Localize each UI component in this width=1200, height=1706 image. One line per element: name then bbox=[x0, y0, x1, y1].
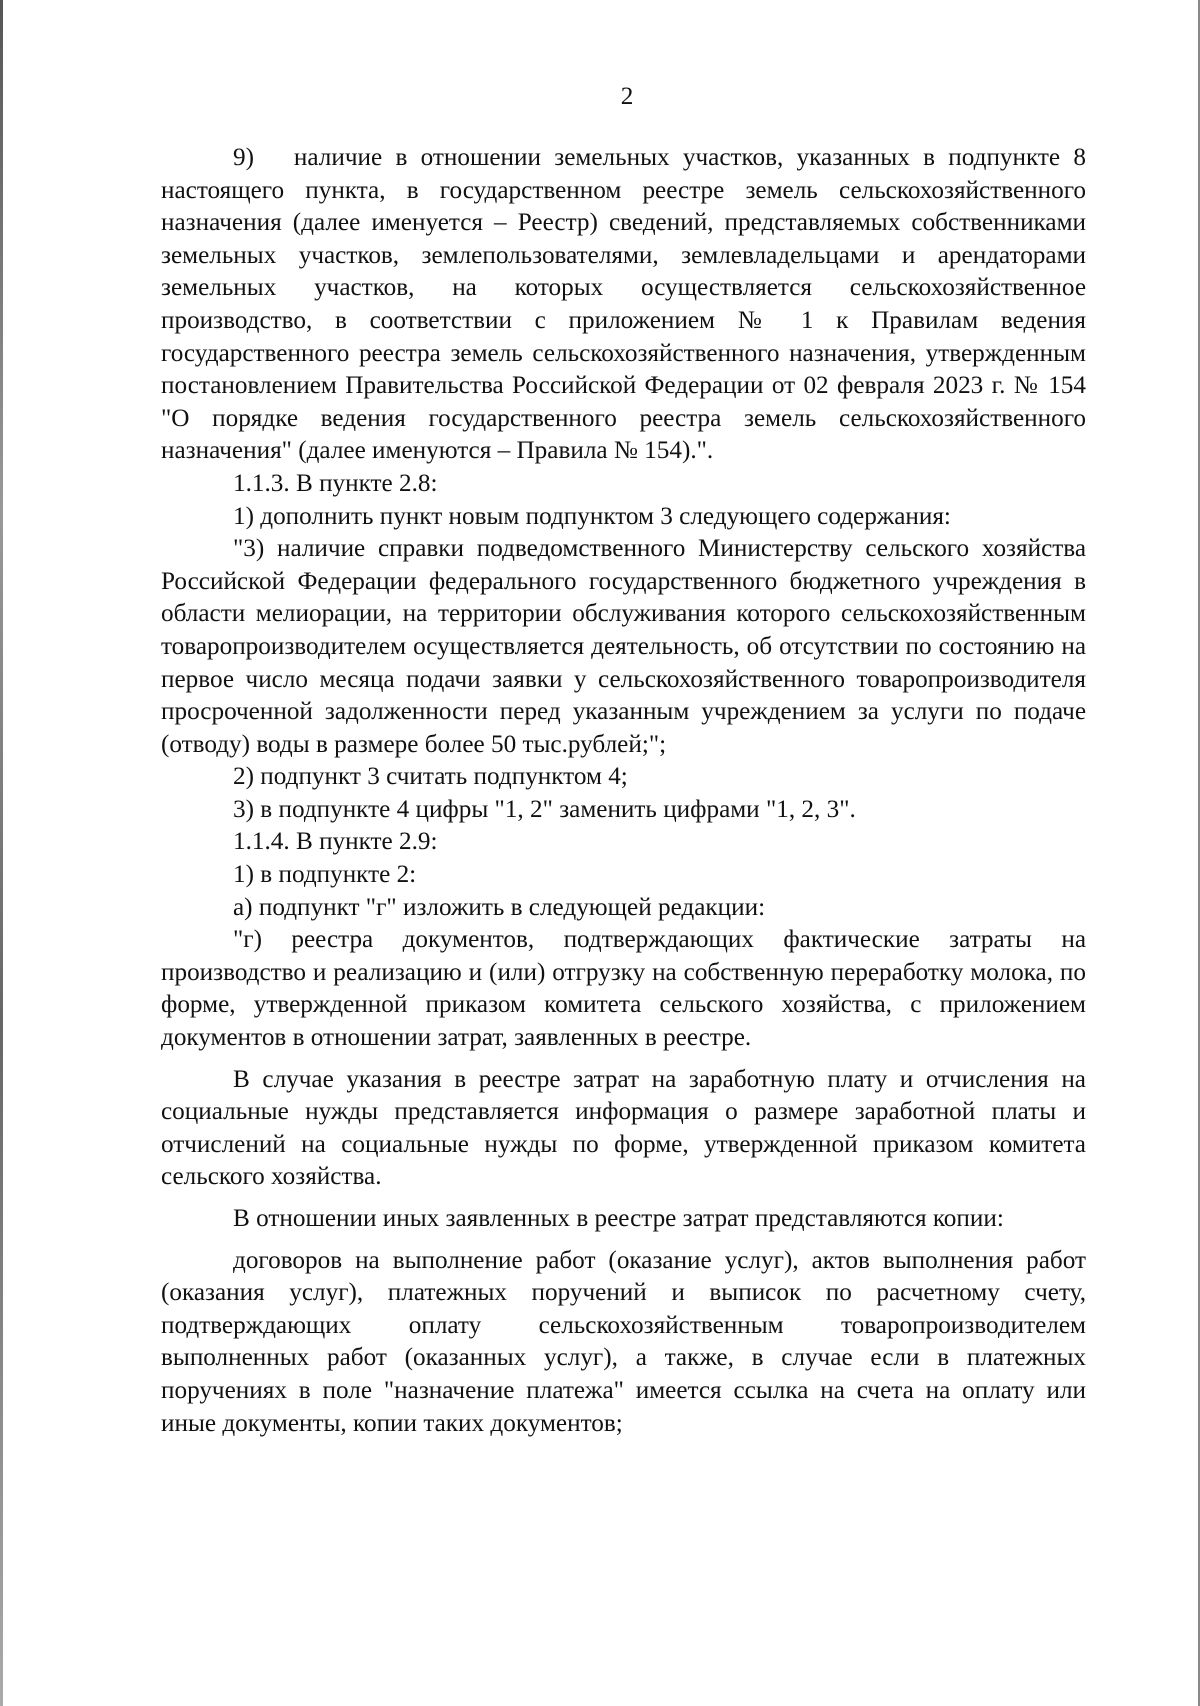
paragraph-registry-documents: "г) реестра документов, подтверждающих фактические затраты на производство и реализацию и (или) отгрузку на собственную переработку молока, по форме, утвержденной приказом комитета сельского хозяйства, с приложением документов в отношении затрат, заявленных в реестре. bbox=[161, 926, 1086, 1052]
paragraph-wage-costs: В случае указания в реестре затрат на заработную плату и отчисления на социальные нужды представляется информация о размере заработной платы и отчислений на социальные нужды по форме, утвержденной приказом комитета сельского хозяйства. bbox=[161, 1065, 1086, 1191]
paragraph-subitem-1-add: 1) дополнить пункт новым подпунктом 3 следующего содержания: bbox=[233, 502, 951, 530]
paragraph-other-costs: В отношении иных заявленных в реестре затрат представляются копии: bbox=[233, 1205, 1004, 1232]
document-body bbox=[161, 142, 1086, 1440]
page-number: 2 bbox=[620, 83, 634, 110]
paragraph-contracts: договоров на выполнение работ (оказание услуг), актов выполнения работ (оказания услуг), платежных поручений и выписок по расчетному счету, подтверждающих оплату сельскохозяйственным товаропроизводителем выполненных работ (оказанных услуг), а также, в случае если в платежных поручениях в поле "назначение платежа" имеется ссылка на счета на оплату или иные документы, копии таких документов; bbox=[161, 1246, 1086, 1437]
paragraph-subitem-2-renumber: 2) подпункт 3 считать подпунктом 4; bbox=[233, 763, 628, 791]
paragraph-subitem-g-edit: а) подпункт "г" изложить в следующей редакции: bbox=[233, 893, 766, 921]
paragraph-item-9: 9) наличие в отношении земельных участков, указанных в подпункте 8 настоящего пункта, в государственном реестре земель сельскохозяйственного назначения (далее именуется – Реестр) сведений, представляемых собственниками земельных участков, землепользователями, землевладельцами и арендаторами земельных участков, на которых осуществляется сельскохозяйственное производство, в соответствии с приложением № 1 к Правилам ведения государственного реестра земель сельскохозяйственного назначения, утвержденным постановлением Правительства Российской Федерации от 02 февраля 2023 г. № 154 "О порядке ведения государственного реестра земель сельскохозяйственного назначения" (далее именуются – Правила № 154).". bbox=[161, 144, 1086, 465]
paragraph-new-subitem-3: "3) наличие справки подведомственного Министерству сельского хозяйства Российской Федерации федерального государственного бюджетного учреждения в области мелиорации, на территории обслуживания которого сельскохозяйственным товаропроизводителем осуществляется деятельность, об отсутствии по состоянию на первое число месяца подачи заявки у сельскохозяйственного товаропроизводителя просроченной задолженности перед указанным учреждением за услуги по подаче (отводу) воды в размере более 50 тыс.рублей;"; bbox=[161, 535, 1086, 758]
paragraph-point-1-1-4: 1.1.4. В пункте 2.9: bbox=[233, 828, 438, 856]
paragraph-point-1-1-3: 1.1.3. В пункте 2.8: bbox=[233, 469, 438, 497]
paragraph-in-subitem-2: 1) в подпункте 2: bbox=[233, 861, 417, 889]
scan-left-edge bbox=[0, 0, 3, 1706]
paragraph-subitem-3-replace-digits: 3) в подпункте 4 цифры "1, 2" заменить цифрами "1, 2, 3". bbox=[233, 795, 856, 823]
